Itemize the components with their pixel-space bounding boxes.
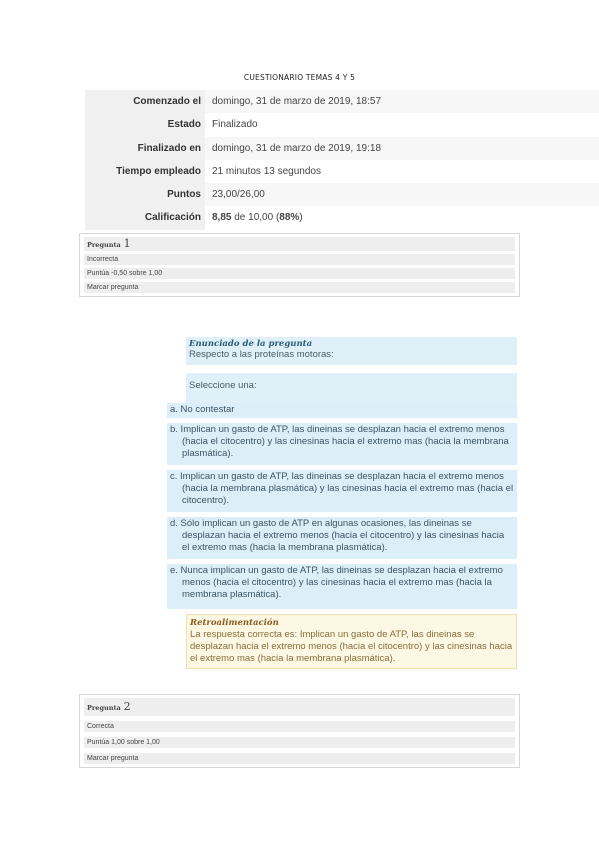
summary-value: domingo, 31 de marzo de 2019, 18:57 (205, 90, 599, 113)
grade-value: 8,85 (212, 212, 232, 224)
grade-percent: 88% (279, 212, 300, 224)
answer-option-d[interactable] (167, 517, 517, 559)
feedback-box (186, 614, 517, 669)
question-2-info (79, 694, 520, 768)
option-text: e. Nunca implican un gasto de ATP, las dineinas se desplazan hacia el extremo menos (hacia el citocentro) y las cinesinas hacia el extremo mas (hacia la membrana plasmática). (170, 565, 503, 600)
summary-row-state (85, 113, 599, 136)
answer-option-c[interactable] (167, 470, 517, 512)
question-score: Puntúa 1,00 sobre 1,00 (84, 737, 515, 748)
prompt-label: Enunciado de la pregunta (189, 339, 313, 349)
option-text: d. Sólo implican un gasto de ATP en algunas ocasiones, las dineinas se desplazan hacia el extremo menos (hacia el citocentro) y las cinesinas hacia el extremo mas (hacia la membrana plasmática). (170, 518, 505, 553)
summary-row-time (85, 160, 599, 183)
question-1-info (79, 233, 520, 297)
question-number: 2 (123, 700, 131, 713)
summary-row-started (85, 90, 599, 113)
question-prompt-box (186, 337, 517, 403)
answer-option-b[interactable] (167, 423, 517, 465)
summary-value: Finalizado (212, 119, 258, 131)
question-header (84, 698, 515, 716)
summary-label: Estado (85, 113, 205, 136)
summary-row-points (85, 183, 599, 206)
summary-label: Tiempo empleado (85, 160, 205, 183)
question-score: Puntúa -0,50 sobre 1,00 (84, 268, 515, 279)
question-word: Pregunta (87, 241, 121, 249)
summary-row-grade (85, 206, 599, 229)
summary-value: domingo, 31 de marzo de 2019, 19:18 (205, 137, 599, 160)
question-number: 1 (123, 237, 131, 250)
summary-value: 23,00/26,00 (205, 183, 599, 206)
select-label: Seleccione una: (189, 380, 257, 391)
summary-label: Comenzado el (85, 90, 205, 113)
grade-scale: de 10,00 ( (231, 212, 280, 224)
question-status: Correcta (84, 721, 515, 732)
option-text: b. Implican un gasto de ATP, las dineinas se desplazan hacia el extremo menos (hacia el citocentro) y las cinesinas hacia el extremo mas (hacia la membrana plasmática). (170, 424, 509, 459)
question-prompt: Respecto a las proteínas motoras: (189, 349, 334, 360)
option-text: c. Implican un gasto de ATP, las dineinas se desplazan hacia el extremo menos (hacia la membrana plasmática) y las cinesinas hacia el extremo mas (hacia el citocentro). (170, 471, 514, 506)
question-status: Incorrecta (84, 254, 515, 265)
document-title: CUESTIONARIO TEMAS 4 Y 5 (243, 73, 356, 82)
answer-option-e[interactable] (167, 564, 517, 609)
summary-value (205, 206, 599, 229)
spacer (186, 365, 517, 373)
answer-option-a[interactable] (167, 403, 517, 418)
feedback-label: Retroalimentación (190, 618, 279, 628)
question-word: Pregunta (87, 704, 121, 712)
summary-row-finished (85, 137, 599, 160)
feedback-text: La respuesta correcta es: Implican un gasto de ATP, las dineinas se desplazan hacia el extremo menos (hacia el citocentro) y las cinesinas hacia el extremo mas (hacia la membrana plasmática). (190, 629, 513, 664)
question-header (84, 237, 515, 251)
grade-close: ) (299, 212, 303, 224)
summary-label: Puntos (85, 183, 205, 206)
summary-label: Finalizado en (85, 137, 205, 160)
option-text: a. No contestar (170, 404, 235, 415)
flag-question-link[interactable]: Marcar pregunta (84, 753, 515, 764)
flag-question-link[interactable]: Marcar pregunta (84, 282, 515, 293)
summary-label: Calificación (85, 206, 205, 229)
attempt-summary-table (85, 90, 599, 230)
summary-value: 21 minutos 13 segundos (212, 165, 321, 177)
